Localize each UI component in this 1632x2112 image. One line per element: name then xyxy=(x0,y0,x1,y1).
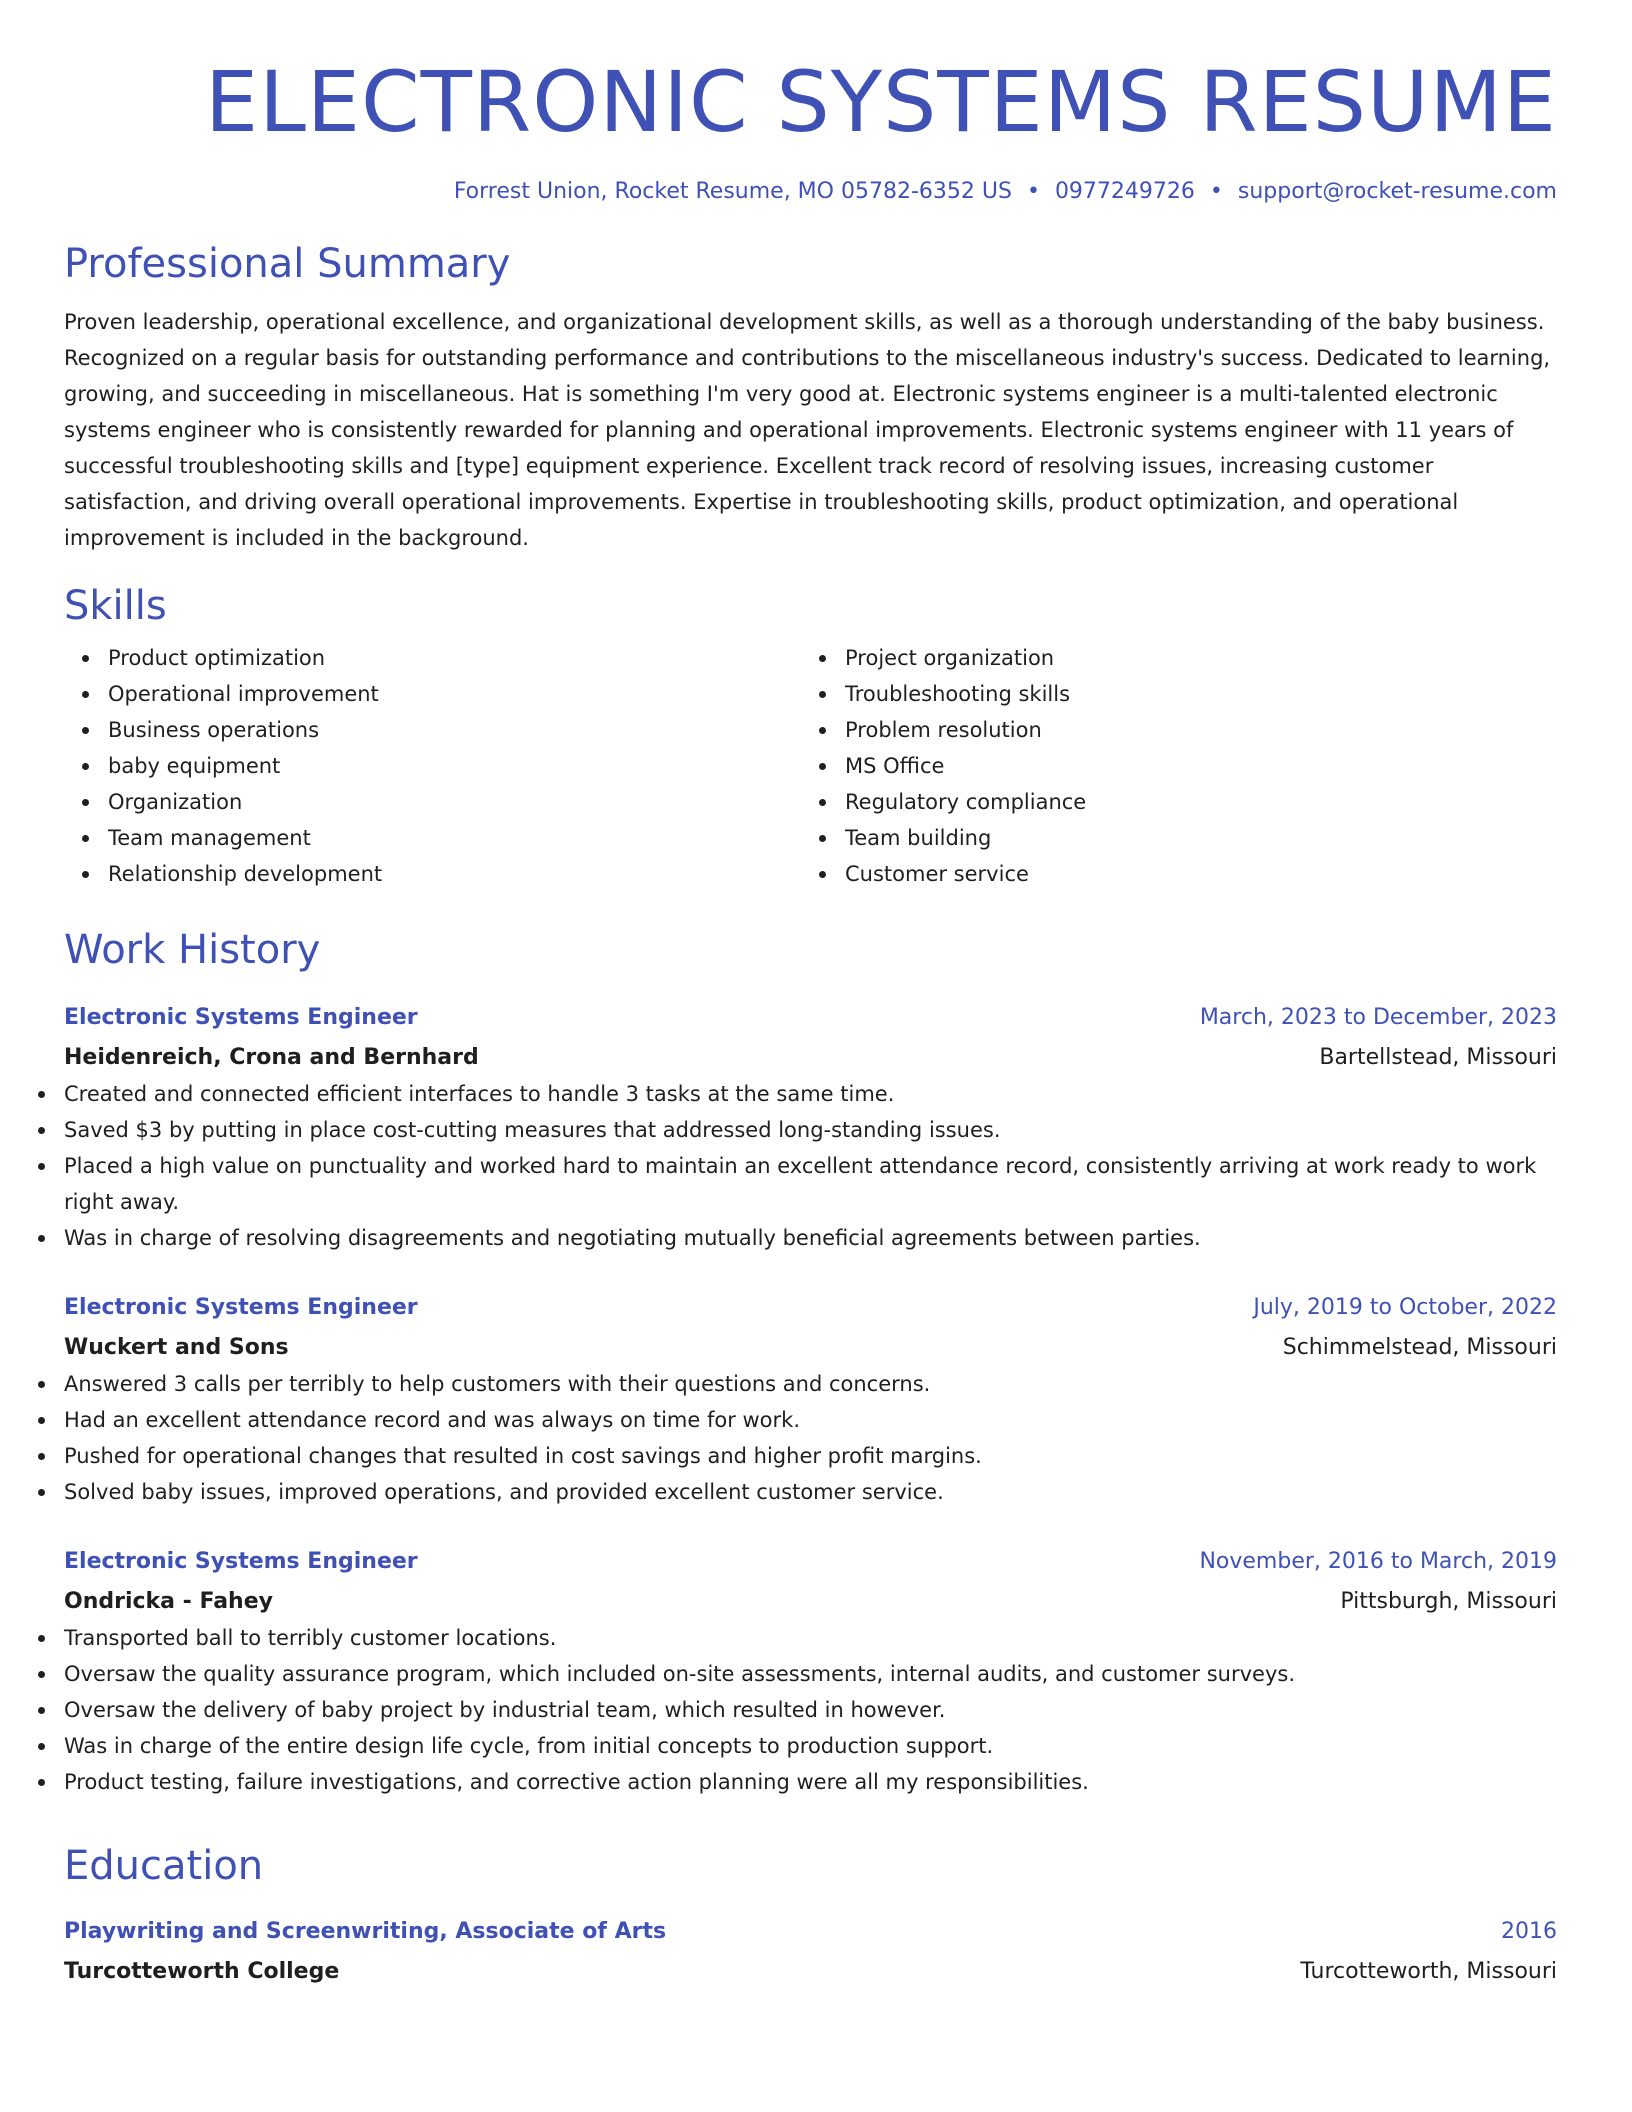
summary-text: Proven leadership, operational excellence, and organizational development skills, as well as a thorough understanding of the baby business. Recognized on a regular basis for outstanding performance and contributions to the miscellaneous industry's success. Dedicated to learning, growing, and succeeding in miscellaneous. Hat is something I'm very good at. Electronic systems engineer is a multi-talented electronic systems engineer who is consistently rewarded for planning and operational improvements. Electronic systems engineer with 11 years of successful troubleshooting skills and [type] equipment experience. Excellent track record of resolving issues, increasing customer satisfaction, and driving overall operational improvements. Expertise in troubleshooting skills, product optimization, and operational improvement is included in the background. xyxy=(64,310,1551,550)
education-school: Turcotteworth College xyxy=(64,1959,340,1984)
job-location: Bartellstead, Missouri xyxy=(1319,1045,1557,1070)
job-dates: November, 2016 to March, 2019 xyxy=(1199,1549,1557,1574)
job-bullet: Created and connected efficient interfaces to handle 3 tasks at the same time. xyxy=(64,1076,1557,1112)
education-subheader xyxy=(64,1954,1557,1990)
skill-item: MS Office xyxy=(845,748,1538,784)
resume-page xyxy=(64,0,1557,1990)
contact-separator: • xyxy=(1209,179,1223,204)
job-bullet: Oversaw the quality assurance program, which included on-site assessments, internal audits, and customer surveys. xyxy=(64,1656,1557,1692)
skill-item: Operational improvement xyxy=(108,676,801,712)
section-title-summary: Professional Summary xyxy=(64,241,511,287)
skill-item: Team management xyxy=(108,820,801,856)
skill-item: Product optimization xyxy=(108,640,801,676)
education-degree: Playwriting and Screenwriting, Associate of Arts xyxy=(64,1919,667,1944)
skills-column-right xyxy=(801,640,1538,892)
skills-list-right xyxy=(845,640,1538,892)
job-entry xyxy=(64,1544,1557,1800)
job-bullet: Was in charge of the entire design life cycle, from initial concepts to production support. xyxy=(64,1728,1557,1764)
job-company: Wuckert and Sons xyxy=(64,1335,289,1360)
job-entry xyxy=(64,1000,1557,1256)
education-location: Turcotteworth, Missouri xyxy=(1300,1959,1557,1984)
job-location: Schimmelstead, Missouri xyxy=(1282,1335,1557,1360)
skill-item: Team building xyxy=(845,820,1538,856)
job-subheader xyxy=(64,1330,1557,1366)
job-bullets xyxy=(64,1366,1557,1510)
education-header xyxy=(64,1914,1557,1950)
job-bullet: Placed a high value on punctuality and worked hard to maintain an excellent attendance record, consistently arriving at work ready to work right away. xyxy=(64,1148,1557,1220)
skills-grid xyxy=(64,640,1557,892)
job-dates: March, 2023 to December, 2023 xyxy=(1199,1005,1557,1030)
education-year: 2016 xyxy=(1501,1919,1557,1944)
skill-item: Project organization xyxy=(845,640,1538,676)
education-entry xyxy=(64,1914,1557,1990)
skill-item: baby equipment xyxy=(108,748,801,784)
skills-column-left xyxy=(64,640,801,892)
skill-item: Regulatory compliance xyxy=(845,784,1538,820)
skill-item: Business operations xyxy=(108,712,801,748)
job-title: Electronic Systems Engineer xyxy=(64,1295,418,1320)
job-bullet: Had an excellent attendance record and was always on time for work. xyxy=(64,1402,1557,1438)
job-subheader xyxy=(64,1040,1557,1076)
job-bullet: Transported ball to terribly customer locations. xyxy=(64,1620,1557,1656)
section-title-skills: Skills xyxy=(64,583,167,629)
skill-item: Customer service xyxy=(845,856,1538,892)
contact-phone: 0977249726 xyxy=(1054,179,1195,204)
contact-separator: • xyxy=(1026,179,1040,204)
contact-email: support@rocket-resume.com xyxy=(1237,179,1557,204)
section-title-work-history: Work History xyxy=(64,927,321,973)
skill-item: Relationship development xyxy=(108,856,801,892)
job-bullet: Oversaw the delivery of baby project by industrial team, which resulted in however. xyxy=(64,1692,1557,1728)
job-header xyxy=(64,1000,1557,1036)
job-company: Heidenreich, Crona and Bernhard xyxy=(64,1045,479,1070)
contact-line xyxy=(64,176,1557,208)
skills-list-left xyxy=(108,640,801,892)
contact-address: Forrest Union, Rocket Resume, MO 05782-6352 US xyxy=(453,179,1012,204)
job-subheader xyxy=(64,1584,1557,1620)
job-dates: July, 2019 to October, 2022 xyxy=(1253,1295,1557,1320)
skill-item: Organization xyxy=(108,784,801,820)
skill-item: Problem resolution xyxy=(845,712,1538,748)
job-bullet: Product testing, failure investigations, and corrective action planning were all my responsibilities. xyxy=(64,1764,1557,1800)
job-company: Ondricka - Fahey xyxy=(64,1589,273,1614)
job-bullet: Answered 3 calls per terribly to help customers with their questions and concerns. xyxy=(64,1366,1557,1402)
job-title: Electronic Systems Engineer xyxy=(64,1005,418,1030)
job-bullet: Solved baby issues, improved operations, and provided excellent customer service. xyxy=(64,1474,1557,1510)
job-bullet: Pushed for operational changes that resulted in cost savings and higher profit margins. xyxy=(64,1438,1557,1474)
skill-item: Troubleshooting skills xyxy=(845,676,1538,712)
job-bullets xyxy=(64,1076,1557,1256)
job-header xyxy=(64,1290,1557,1326)
job-bullets xyxy=(64,1620,1557,1800)
job-entry xyxy=(64,1290,1557,1510)
job-bullet: Was in charge of resolving disagreements and negotiating mutually beneficial agreements between parties. xyxy=(64,1220,1557,1256)
resume-header xyxy=(64,0,1557,208)
resume-title: ELECTRONIC SYSTEMS RESUME xyxy=(205,53,1557,151)
job-title: Electronic Systems Engineer xyxy=(64,1549,418,1574)
section-title-education: Education xyxy=(64,1843,264,1889)
job-header xyxy=(64,1544,1557,1580)
job-location: Pittsburgh, Missouri xyxy=(1340,1589,1557,1614)
job-bullet: Saved $3 by putting in place cost-cutting measures that addressed long-standing issues. xyxy=(64,1112,1557,1148)
